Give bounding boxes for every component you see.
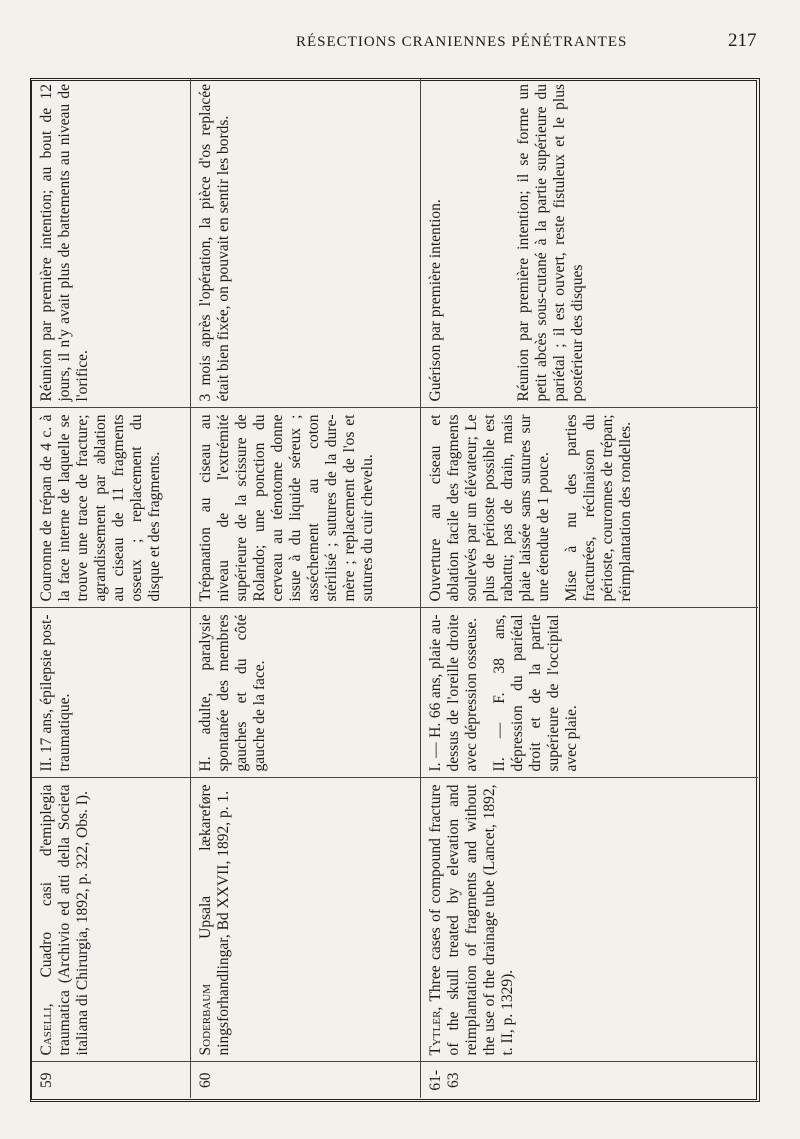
reference-text: , Three cases of compound fracture of the skull treated by elevation and reimplantation of fragments and without the use of the drainage tube (Lancet, 1892, t. II, p. 1329). (426, 784, 516, 1056)
running-title: RÉSECTIONS CRANIENNES PÉNÉTRANTES (296, 34, 628, 50)
patient-cell (420, 608, 758, 778)
page-number: 217 (728, 30, 757, 51)
case-number: 61-63 (420, 1062, 758, 1098)
patient-cell: H. adulte, paralysie spontanée des membres gauches et du côté gauche de la face. (190, 608, 420, 778)
result-cell (420, 78, 758, 408)
table-row (190, 78, 420, 1098)
reference-text: Upsala lækareføre ningsforhandlingar, Bd XXVII, 1892, p. 1. (196, 784, 232, 1056)
patient-entry: II. — F. 38 ans, dépression du pariétal droit et de la partie supérieure de l'occipital avec plaie. (490, 614, 580, 772)
cases-table (32, 78, 758, 1098)
operation-cell (420, 408, 758, 608)
table-row (420, 78, 758, 1098)
author-name: Soderbaum (196, 983, 214, 1056)
reference-cell (420, 778, 758, 1062)
patient-entry: I. — H. 66 ans, plaie au-dessus de l'oreille droite avec dépression osseuse. (426, 614, 480, 772)
case-number: 59 (32, 1062, 190, 1098)
result-cell: 3 mois après l'opération, la pièce d'os replacée était bien fixée, on pouvait en sentir les bords. (196, 84, 232, 402)
rotated-table (32, 78, 758, 1098)
operation-entry: Ouverture au ciseau et ablation facile des fragments soulevés par un élévateur; Le plus de périoste possible est rabattu; pas de drain, mais plaie laissée sans sutures sur une étendue de 1 pouce. (426, 414, 552, 602)
result-entry: Réunion par première intention; il se forme un petit abcès sous-cutané à la partie supérieure du pariétal ; il est ouvert, reste fistuleux et le plus postérieur des disques (514, 84, 586, 402)
case-number: 60 (190, 1062, 420, 1098)
result-entry: Guérison par première intention. (426, 199, 444, 402)
author-name: Caselli (38, 1007, 55, 1056)
result-cell: Réunion par première intention; au bout de 12 jours, il n'y avait plus de battements au niveau de l'orifice. (38, 84, 91, 402)
patient-cell: II. 17 ans, épilepsie post-traumatique. (32, 608, 190, 778)
operation-cell: Couronne de trépan de 4 c. à la face interne de laquelle se trouve une trace de fracture; agrandissement par ablation au ciseau de 11 fragments osseux ; replacement du disque et des fragments. (32, 408, 190, 608)
reference-cell (190, 778, 420, 1062)
reference-text: , Cuadro casi d'emiplegia traumatica (Archivio ed atti della Societa italiana di Chirurgia, 1892, p. 322, Obs. I). (38, 784, 91, 1056)
operation-entry: Mise à nu des parties fracturées, réclinaison du périoste, couronnes de trépan; réimplantation des rondelles. (562, 414, 634, 602)
table-row (32, 78, 190, 1098)
reference-cell (32, 778, 190, 1062)
author-name: Tytler (426, 1010, 444, 1056)
operation-cell: Trépanation au ciseau au niveau de l'extrémité supérieure de la scissure de Rolando; une ponction du cerveau au ténotome donne issue à du liquide séreux ; asséchement au coton stérilisé ; sutures de la dure-mère ; replacement de l'os et sutures du cuir chevelu. (190, 408, 420, 608)
